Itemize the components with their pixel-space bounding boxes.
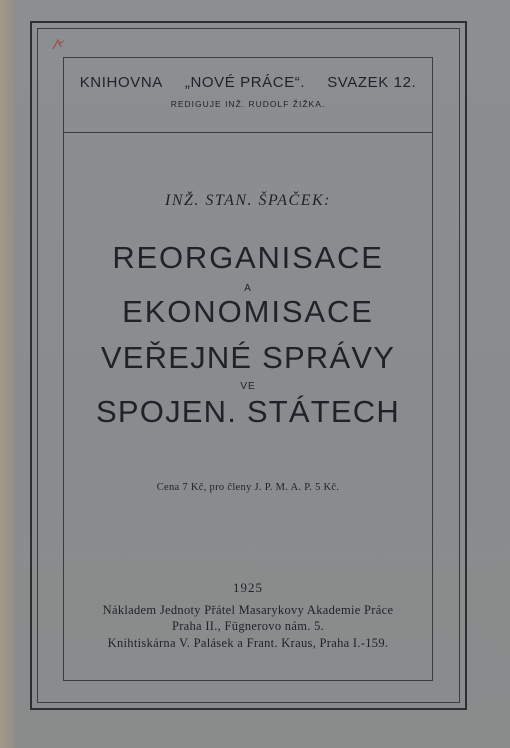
title-line-1: REORGANISACE [112,240,384,275]
title-conjunction-1: A [244,283,252,294]
series-header-box [63,57,433,133]
title-line-4: SPOJEN. STÁTECH [96,394,400,429]
author-name: INŽ. STAN. ŠPAČEK: [165,192,331,209]
publication-year: 1925 [233,580,263,595]
title-line-3: VEŘEJNÉ SPRÁVY [100,340,396,375]
series-line [63,74,433,91]
title-line-2: EKONOMISACE [122,294,374,329]
series-name: „NOVÉ PRÁCE“. [184,74,306,91]
series-volume: SVAZEK 12. [327,74,417,91]
series-editor: REDIGUJE INŽ. RUDOLF ŽIŽKA. [170,99,326,109]
printer-line: Knihtiskárna V. Palásek a Frant. Kraus, Praha I.-159. [107,636,389,650]
series-library: KNIHOVNA [79,74,163,91]
panel-bottom-rule [63,680,433,681]
publisher-address: Praha II., Fügnerovo nám. 5. [171,619,325,633]
price-line: Cena 7 Kč, pro členy J. P. M. A. P. 5 Kč. [156,482,340,493]
title-conjunction-2: VE [240,381,256,392]
publisher-line: Nákladem Jednoty Přátel Masarykovy Akademie Práce [102,603,394,617]
cover-edge [0,0,14,748]
header-divider [63,132,433,133]
